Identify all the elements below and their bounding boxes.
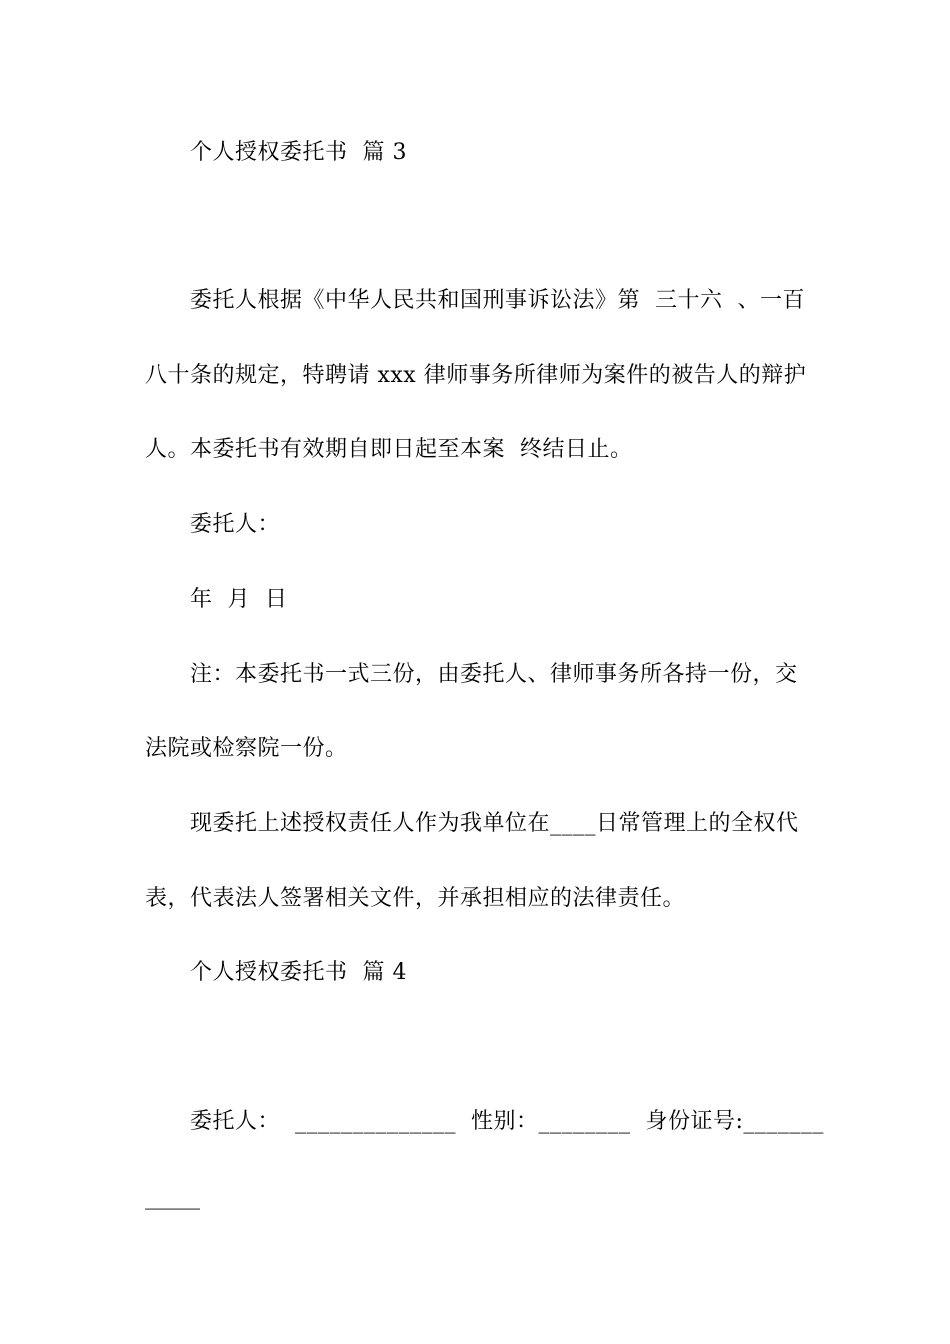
form-line-continuation: _____ <box>145 1185 200 1210</box>
date-line: 年 月 日 <box>190 587 288 612</box>
authorization-line: 现委托上述授权责任人作为我单位在____日常管理上的全权代 <box>190 811 799 836</box>
paragraph-line: 八十条的规定，特聘请 xxx 律师事务所律师为案件的被告人的辩护 <box>145 363 807 388</box>
form-line: 委托人： ______________ 性别：________ 身份证号:_______ <box>190 1109 824 1134</box>
section-heading-4: 个人授权委托书 篇 4 <box>190 960 407 985</box>
paragraph-line: 委托人根据《中华人民共和国刑事诉讼法》第 三十六 、一百 <box>190 288 805 313</box>
principal-label: 委托人： <box>190 512 281 537</box>
note-line: 注：本委托书一式三份，由委托人、律师事务所各持一份，交 <box>190 662 798 687</box>
note-line: 法院或检察院一份。 <box>145 736 348 761</box>
paragraph-line: 人。本委托书有效期自即日起至本案 终结日止。 <box>145 437 633 462</box>
authorization-line: 表，代表法人签署相关文件，并承担相应的法律责任。 <box>145 886 686 911</box>
section-heading-3: 个人授权委托书 篇 3 <box>190 140 407 165</box>
